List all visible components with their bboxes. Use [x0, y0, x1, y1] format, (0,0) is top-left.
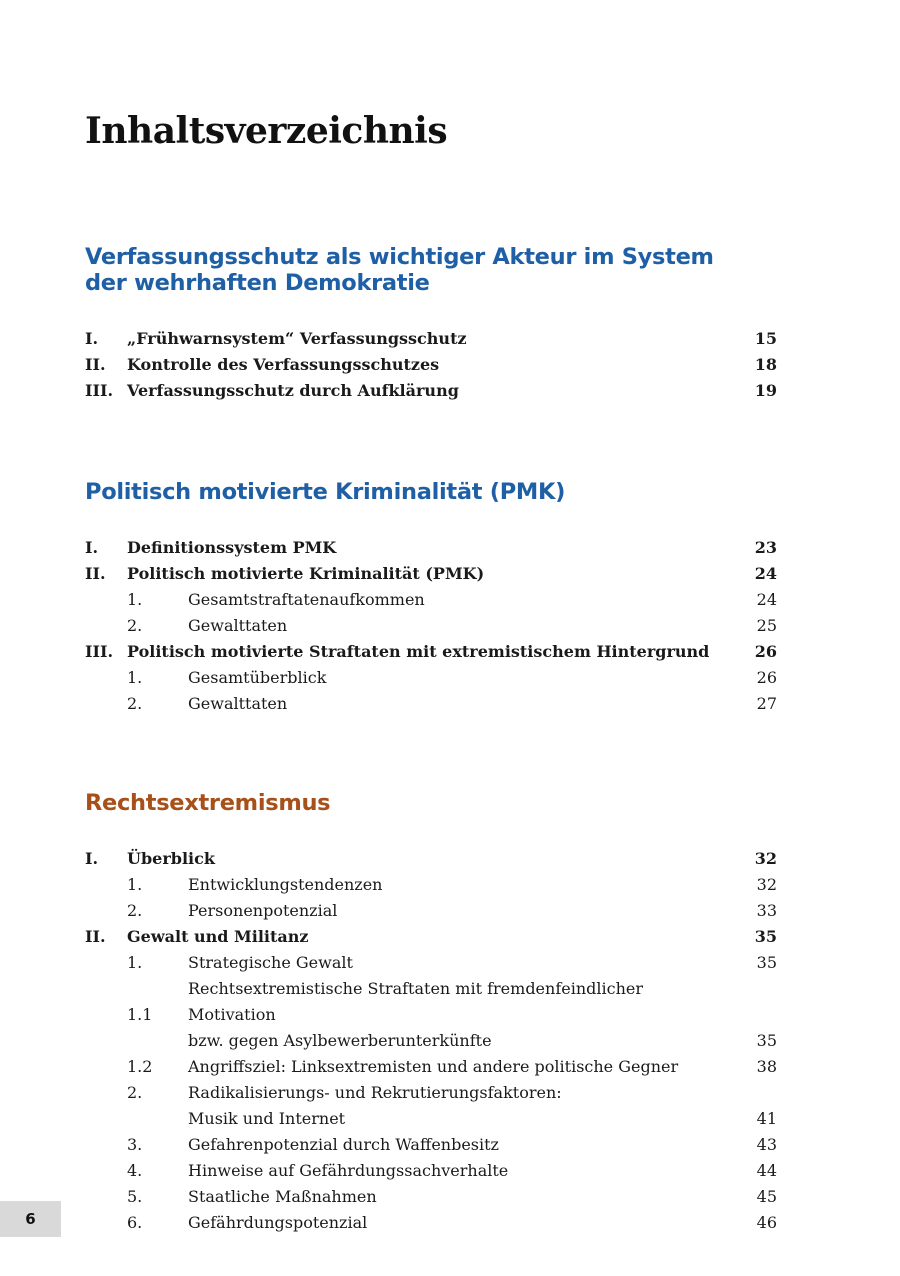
entry-number: I. — [85, 538, 99, 557]
entry-number: II. — [85, 355, 106, 374]
entry-number: II. — [85, 564, 106, 583]
entry-page: 33 — [756, 901, 777, 920]
entry-title: Verfassungsschutz durch Aufklärung — [127, 381, 459, 400]
entry-number: 2. — [127, 616, 143, 635]
entry-page: 27 — [756, 694, 777, 713]
entry-number: 1.1 — [127, 1005, 153, 1024]
entry-title: Definitionssystem PMK — [127, 538, 337, 557]
entry-page: 15 — [754, 329, 777, 348]
toc-entry[interactable] — [85, 924, 777, 950]
entry-number: I. — [85, 849, 99, 868]
toc-subentry[interactable] — [85, 950, 777, 976]
toc-subentry[interactable] — [85, 1158, 777, 1184]
toc-list — [85, 326, 777, 404]
toc-section-rechtsextremismus — [85, 790, 777, 1236]
entry-title: Angriffsziel: Linksextremisten und andere politische Gegner — [188, 1057, 679, 1076]
entry-number: I. — [85, 329, 99, 348]
toc-subentry[interactable] — [85, 1132, 777, 1158]
entry-page: 41 — [756, 1109, 777, 1128]
entry-number: 1.2 — [127, 1057, 153, 1076]
entry-page: 35 — [754, 927, 777, 946]
entry-page: 32 — [756, 875, 777, 894]
entry-page: 24 — [754, 564, 777, 583]
entry-title: Gesamtüberblick — [188, 668, 327, 687]
toc-subentry[interactable] — [85, 613, 777, 639]
toc-subentry[interactable] — [85, 1210, 777, 1236]
entry-title: Entwicklungstendenzen — [188, 875, 383, 894]
entry-title: Gefahrenpotenzial durch Waffenbesitz — [188, 1135, 499, 1154]
entry-page: 43 — [756, 1135, 777, 1154]
entry-title: Gewalttaten — [188, 694, 288, 713]
entry-page: 19 — [754, 381, 777, 400]
toc-subentry[interactable] — [85, 1080, 777, 1106]
entry-title: Personenpotenzial — [188, 901, 338, 920]
toc-entry[interactable] — [85, 561, 777, 587]
toc-entry[interactable] — [85, 378, 777, 404]
entry-number: 4. — [127, 1161, 143, 1180]
section-heading — [85, 244, 777, 296]
entry-page: 35 — [756, 1031, 777, 1050]
toc-section-pmk — [85, 479, 777, 717]
toc-list — [85, 846, 777, 1236]
section-heading-line: Politisch motivierte Kriminalität (PMK) — [85, 479, 566, 505]
toc-entry[interactable] — [85, 352, 777, 378]
section-heading-line: Verfassungsschutz als wichtiger Akteur im System — [85, 244, 714, 270]
entry-title: Kontrolle des Verfassungsschutzes — [127, 355, 440, 374]
entry-number: III. — [85, 642, 114, 661]
entry-number: 1. — [127, 875, 143, 894]
entry-title: „Frühwarnsystem“ Verfassungsschutz — [127, 329, 467, 348]
entry-title: Musik und Internet — [188, 1109, 346, 1128]
entry-page: 44 — [756, 1161, 777, 1180]
entry-title: bzw. gegen Asylbewerberunterkünfte — [188, 1031, 492, 1050]
entry-title: Radikalisierungs- und Rekrutierungsfaktoren: — [188, 1083, 562, 1102]
toc-entry[interactable] — [85, 639, 777, 665]
entry-title: Politisch motivierte Straftaten mit extremistischem Hintergrund — [127, 642, 710, 661]
section-heading — [85, 790, 777, 816]
entry-title: Gewalt und Militanz — [127, 927, 309, 946]
entry-number: III. — [85, 381, 114, 400]
entry-number: 2. — [127, 1083, 143, 1102]
entry-number: 6. — [127, 1213, 143, 1232]
entry-number: 3. — [127, 1135, 143, 1154]
entry-page: 24 — [756, 590, 777, 609]
toc-subentry[interactable] — [85, 587, 777, 613]
page-number-tab — [0, 1201, 61, 1237]
entry-title: Überblick — [127, 849, 215, 868]
toc-subentry[interactable] — [85, 665, 777, 691]
entry-page: 46 — [756, 1213, 777, 1232]
entry-page: 23 — [754, 538, 777, 557]
entry-title: Hinweise auf Gefährdungssachverhalte — [188, 1161, 509, 1180]
entry-page: 26 — [756, 668, 777, 687]
entry-page: 45 — [756, 1187, 777, 1206]
entry-number: 2. — [127, 901, 143, 920]
toc-subentry-continuation[interactable] — [85, 1106, 777, 1132]
entry-title: Gewalttaten — [188, 616, 288, 635]
entry-number: 1. — [127, 668, 143, 687]
toc-subentry[interactable] — [85, 1184, 777, 1210]
section-heading-line: Rechtsextremismus — [85, 790, 331, 816]
toc-list — [85, 535, 777, 717]
entry-number: II. — [85, 927, 106, 946]
section-heading-line: der wehrhaften Demokratie — [85, 270, 430, 296]
entry-title: Strategische Gewalt — [188, 953, 353, 972]
toc-subentry[interactable] — [85, 898, 777, 924]
entry-title: Gefährdungspotenzial — [188, 1213, 368, 1232]
entry-title: Staatliche Maßnahmen — [188, 1187, 377, 1206]
toc-subentry[interactable] — [85, 1054, 777, 1080]
entry-number: 2. — [127, 694, 143, 713]
toc-subentry[interactable] — [85, 691, 777, 717]
entry-page: 32 — [754, 849, 777, 868]
toc-entry[interactable] — [85, 326, 777, 352]
entry-page: 38 — [756, 1057, 777, 1076]
entry-number: 1. — [127, 953, 143, 972]
page-title: Inhaltsverzeichnis — [85, 110, 448, 152]
page-number: 6 — [25, 1210, 36, 1228]
entry-page: 26 — [754, 642, 777, 661]
entry-title: Politisch motivierte Kriminalität (PMK) — [127, 564, 485, 583]
entry-page: 25 — [756, 616, 777, 635]
toc-subentry[interactable] — [85, 872, 777, 898]
entry-number: 1. — [127, 590, 143, 609]
entry-title: Gesamtstraftatenaufkommen — [188, 590, 425, 609]
toc-entry[interactable] — [85, 535, 777, 561]
entry-page: 18 — [754, 355, 777, 374]
toc-subentry[interactable] — [85, 976, 777, 1028]
toc-subentry-continuation[interactable] — [85, 1028, 777, 1054]
section-heading — [85, 479, 777, 505]
entry-number: 5. — [127, 1187, 143, 1206]
toc-entry[interactable] — [85, 846, 777, 872]
entry-page: 35 — [756, 953, 777, 972]
toc-section-verfassungsschutz — [85, 244, 777, 404]
entry-title: Rechtsextremistische Straftaten mit fremdenfeindlicher Motivation — [188, 979, 643, 1024]
